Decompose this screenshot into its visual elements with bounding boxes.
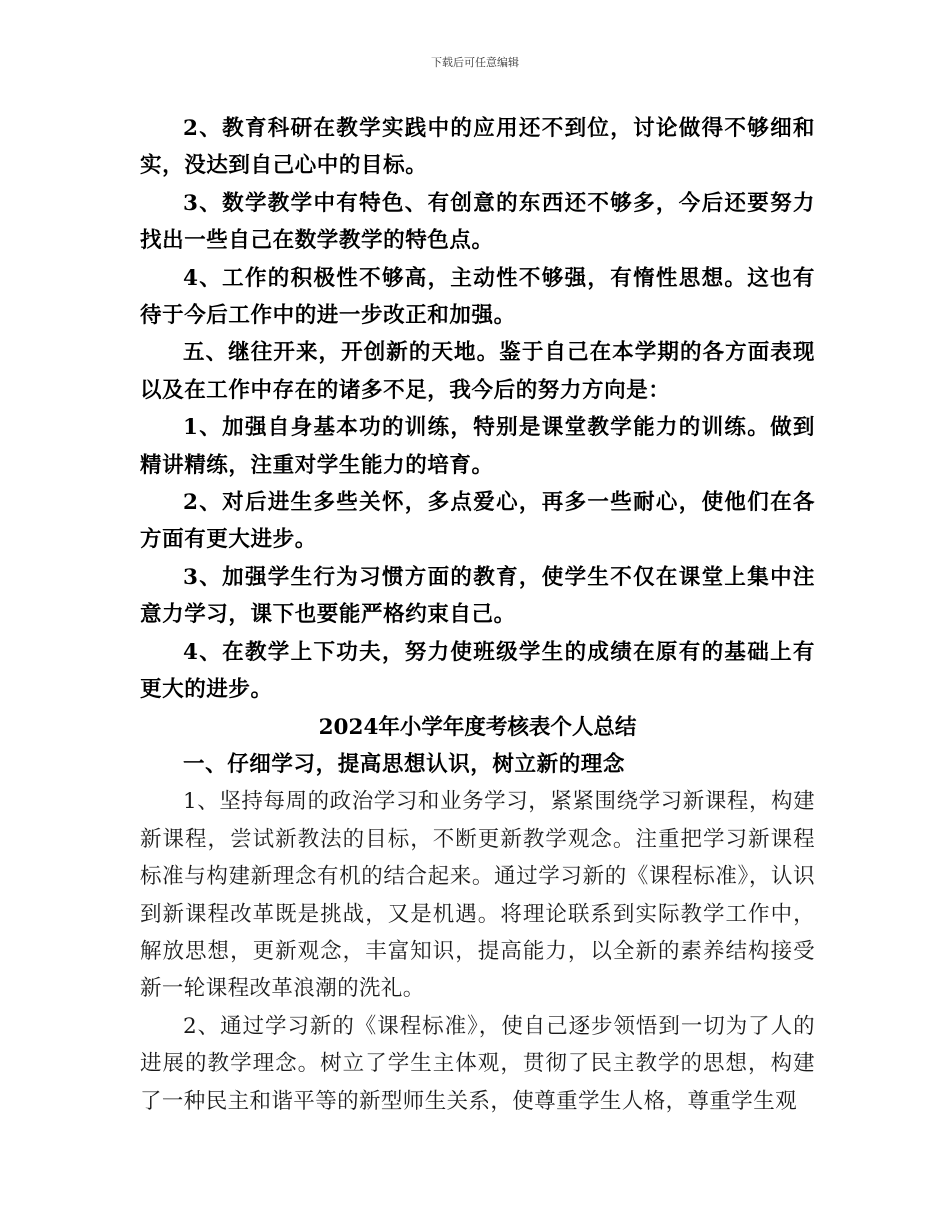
document-body xyxy=(140,110,815,1120)
paragraph-item-2: 2、教育科研在教学实践中的应用还不到位，讨论做得不够细和实，没达到自己心中的目标。 xyxy=(140,116,815,179)
study-paragraph-1: 1、坚持每周的政治学习和业务学习，紧紧围绕学习新课程，构建新课程，尝试新教法的目标，不断更新教学观念。注重把学习新课程标准与构建新理念有机的结合起来。通过学习新的《课程标准》，认识到新课程改革既是挑战，又是机遇。将理论联系到实际教学工作中，解放思想，更新观念，丰富知识，提高能力，以全新的素养结构接受新一轮课程改革浪潮的洗礼。 xyxy=(140,789,815,1002)
page-header: 下载后可任意编辑 xyxy=(431,56,519,69)
study-paragraph-2: 2、通过学习新的《课程标准》，使自己逐步领悟到一切为了人的进展的教学理念。树立了学生主体观，贯彻了民主教学的思想，构建了一种民主和谐平等的新型师生关系，使尊重学生人格，尊重学生观 xyxy=(140,1013,815,1114)
document-title: 2024年小学年度考核表个人总结 xyxy=(318,714,637,740)
paragraph-item-3: 3、数学教学中有特色、有创意的东西还不够多，今后还要努力找出一些自己在数学教学的特色点。 xyxy=(140,190,815,254)
plan-item-4: 4、在教学上下功夫，努力使班级学生的成绩在原有的基础上有更大的进步。 xyxy=(140,639,815,703)
plan-item-3: 3、加强学生行为习惯方面的教育，使学生不仅在课堂上集中注意力学习，课下也要能严格约束自己。 xyxy=(140,564,815,628)
paragraph-item-4: 4、工作的积极性不够高，主动性不够强，有惰性思想。这也有待于今后工作中的进一步改正和加强。 xyxy=(140,265,815,329)
plan-item-2: 2、对后进生多些关怀，多点爱心，再多一些耐心，使他们在各方面有更大进步。 xyxy=(140,490,815,553)
section-heading: 一、仔细学习，提高思想认识，树立新的理念 xyxy=(183,751,626,777)
plan-item-1: 1、加强自身基本功的训练，特别是课堂教学能力的训练。做到精讲精练，注重对学生能力的培育。 xyxy=(140,415,815,478)
section-five-paragraph: 五、继往开来，开创新的天地。鉴于自己在本学期的各方面表现以及在工作中存在的诸多不足，我今后的努力方向是： xyxy=(140,340,815,403)
